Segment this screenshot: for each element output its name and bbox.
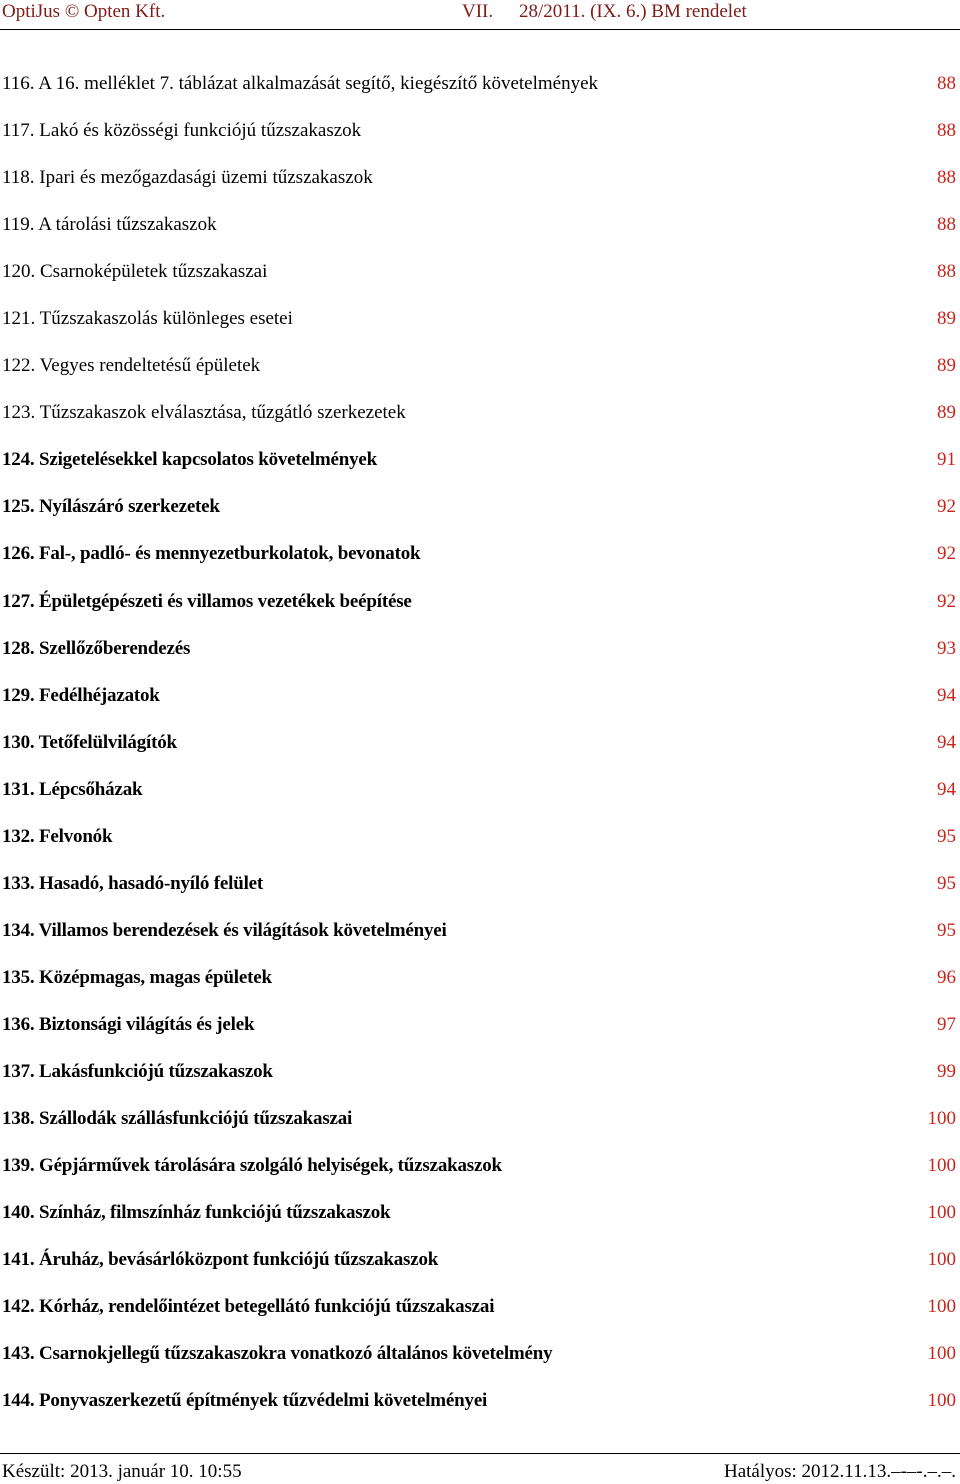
toc-entry-title[interactable]: 141. Áruház, bevásárlóközpont funkciójú tűzszakaszok	[2, 1249, 439, 1271]
page-header	[0, 0, 960, 26]
toc-entry-title[interactable]: 128. Szellőzőberendezés	[2, 637, 191, 659]
toc-entry-page-number[interactable]: 100	[927, 1249, 956, 1271]
toc-entry-title[interactable]: 127. Épületgépészeti és villamos vezetékek beépítése	[2, 590, 412, 612]
toc-entry[interactable]	[0, 162, 960, 209]
toc-entry-title[interactable]: 137. Lakásfunkciójú tűzszakaszok	[2, 1060, 273, 1082]
toc-entry[interactable]	[0, 256, 960, 303]
toc-entry-title[interactable]: 120. Csarnoképületek tűzszakaszai	[2, 261, 268, 283]
toc-entry-title[interactable]: 125. Nyílászáró szerkezetek	[2, 496, 220, 518]
toc-entry-title[interactable]: 133. Hasadó, hasadó-nyíló felület	[2, 872, 264, 894]
header-publisher: OptiJus © Opten Kft.	[2, 1, 166, 22]
toc-entry[interactable]	[0, 538, 960, 585]
toc-entry-page-number[interactable]: 100	[927, 1202, 956, 1224]
toc-entry-title[interactable]: 144. Ponyvaszerkezetű építmények tűzvédelmi követelményei	[2, 1390, 488, 1412]
toc-entry-page-number[interactable]: 88	[937, 120, 956, 142]
toc-entry-title[interactable]: 118. Ipari és mezőgazdasági üzemi tűzszakaszok	[2, 167, 373, 189]
toc-entry-page-number[interactable]: 95	[937, 919, 956, 941]
toc-entry[interactable]	[0, 1150, 960, 1197]
toc-entry-page-number[interactable]: 100	[927, 1108, 956, 1130]
toc-entry-page-number[interactable]: 100	[927, 1155, 956, 1177]
toc-entry-title[interactable]: 136. Biztonsági világítás és jelek	[2, 1013, 255, 1035]
toc-entry-page-number[interactable]: 99	[937, 1060, 956, 1082]
toc-entry-title[interactable]: 138. Szállodák szállásfunkciójú tűzszakaszai	[2, 1108, 353, 1130]
footer-created-date: Készült: 2013. január 10. 10:55	[2, 1461, 242, 1482]
toc-entry-title[interactable]: 130. Tetőfelülvilágítók	[2, 731, 177, 753]
toc-entry-title[interactable]: 126. Fal-, padló- és mennyezetburkolatok, bevonatok	[2, 543, 421, 565]
toc-entry[interactable]	[0, 1197, 960, 1244]
toc-entry-page-number[interactable]: 96	[937, 966, 956, 988]
toc-entry-page-number[interactable]: 97	[937, 1013, 956, 1035]
toc-entry-title[interactable]: 116. A 16. melléklet 7. táblázat alkalmazását segítő, kiegészítő követelmények	[2, 73, 599, 94]
toc-entry[interactable]	[0, 727, 960, 774]
toc-entry[interactable]	[0, 868, 960, 915]
toc-entry-page-number[interactable]: 95	[937, 825, 956, 847]
table-of-contents	[0, 68, 960, 1432]
toc-entry[interactable]	[0, 821, 960, 868]
toc-entry-page-number[interactable]: 88	[937, 261, 956, 283]
page-footer	[0, 1460, 960, 1484]
toc-entry-page-number[interactable]: 92	[937, 496, 956, 518]
toc-entry-title[interactable]: 135. Középmagas, magas épületek	[2, 966, 272, 988]
toc-entry-page-number[interactable]: 100	[927, 1390, 956, 1412]
toc-entry-page-number[interactable]: 92	[937, 590, 956, 612]
toc-entry[interactable]	[0, 68, 960, 115]
toc-entry[interactable]	[0, 1103, 960, 1150]
toc-entry-title[interactable]: 124. Szigetelésekkel kapcsolatos követelmények	[2, 449, 377, 471]
header-chapter: VII.	[462, 1, 494, 22]
toc-entry-page-number[interactable]: 89	[937, 355, 956, 377]
toc-entry[interactable]	[0, 774, 960, 821]
toc-entry[interactable]	[0, 209, 960, 256]
toc-entry[interactable]	[0, 962, 960, 1009]
toc-entry-title[interactable]: 123. Tűzszakaszok elválasztása, tűzgátló szerkezetek	[2, 402, 406, 424]
toc-entry[interactable]	[0, 303, 960, 350]
header-document-title: 28/2011. (IX. 6.) BM rendelet	[519, 1, 747, 22]
toc-entry[interactable]	[0, 633, 960, 680]
toc-entry-title[interactable]: 132. Felvonók	[2, 825, 113, 847]
toc-entry[interactable]	[0, 1385, 960, 1432]
toc-entry[interactable]	[0, 350, 960, 397]
toc-entry-title[interactable]: 129. Fedélhéjazatok	[2, 684, 160, 706]
toc-entry-title[interactable]: 142. Kórház, rendelőintézet betegellátó funkciójú tűzszakaszai	[2, 1296, 495, 1318]
toc-entry-page-number[interactable]: 88	[937, 214, 956, 236]
toc-entry-page-number[interactable]: 88	[937, 167, 956, 189]
toc-entry[interactable]	[0, 1009, 960, 1056]
toc-entry-page-number[interactable]: 95	[937, 872, 956, 894]
toc-entry[interactable]	[0, 397, 960, 444]
header-divider	[0, 29, 960, 30]
toc-entry-page-number[interactable]: 88	[937, 73, 956, 94]
footer-effective-date: Hatályos: 2012.11.13.–-–-.–.–.	[723, 1461, 956, 1482]
toc-entry-title[interactable]: 134. Villamos berendezések és világítások követelményei	[2, 919, 447, 941]
toc-entry-page-number[interactable]: 94	[937, 684, 956, 706]
toc-entry[interactable]	[0, 444, 960, 491]
toc-entry[interactable]	[0, 491, 960, 538]
toc-entry-page-number[interactable]: 100	[927, 1296, 956, 1318]
toc-entry[interactable]	[0, 586, 960, 633]
toc-entry-page-number[interactable]: 100	[927, 1343, 956, 1365]
toc-entry-title[interactable]: 143. Csarnokjellegű tűzszakaszokra vonatkozó általános követelmény	[2, 1343, 553, 1365]
toc-entry-page-number[interactable]: 94	[937, 778, 956, 800]
toc-entry-title[interactable]: 121. Tűzszakaszolás különleges esetei	[2, 308, 293, 330]
toc-entry-title[interactable]: 119. A tárolási tűzszakaszok	[2, 214, 217, 236]
footer-divider	[0, 1453, 960, 1454]
toc-entry-title[interactable]: 122. Vegyes rendeltetésű épületek	[2, 355, 261, 377]
toc-entry-title[interactable]: 117. Lakó és közösségi funkciójú tűzszakaszok	[2, 120, 362, 142]
toc-entry[interactable]	[0, 1291, 960, 1338]
toc-entry-page-number[interactable]: 92	[937, 543, 956, 565]
toc-entry[interactable]	[0, 680, 960, 727]
toc-entry-page-number[interactable]: 89	[937, 402, 956, 424]
toc-entry[interactable]	[0, 1056, 960, 1103]
toc-entry[interactable]	[0, 115, 960, 162]
toc-entry-page-number[interactable]: 89	[937, 308, 956, 330]
toc-entry-title[interactable]: 140. Színház, filmszínház funkciójú tűzszakaszok	[2, 1202, 391, 1224]
toc-entry-title[interactable]: 131. Lépcsőházak	[2, 778, 143, 800]
toc-entry[interactable]	[0, 1244, 960, 1291]
toc-entry[interactable]	[0, 1338, 960, 1385]
toc-entry-title[interactable]: 139. Gépjárművek tárolására szolgáló helyiségek, tűzszakaszok	[2, 1155, 502, 1177]
toc-entry-page-number[interactable]: 93	[937, 637, 956, 659]
toc-entry[interactable]	[0, 915, 960, 962]
toc-entry-page-number[interactable]: 94	[937, 731, 956, 753]
toc-entry-page-number[interactable]: 91	[937, 449, 956, 471]
